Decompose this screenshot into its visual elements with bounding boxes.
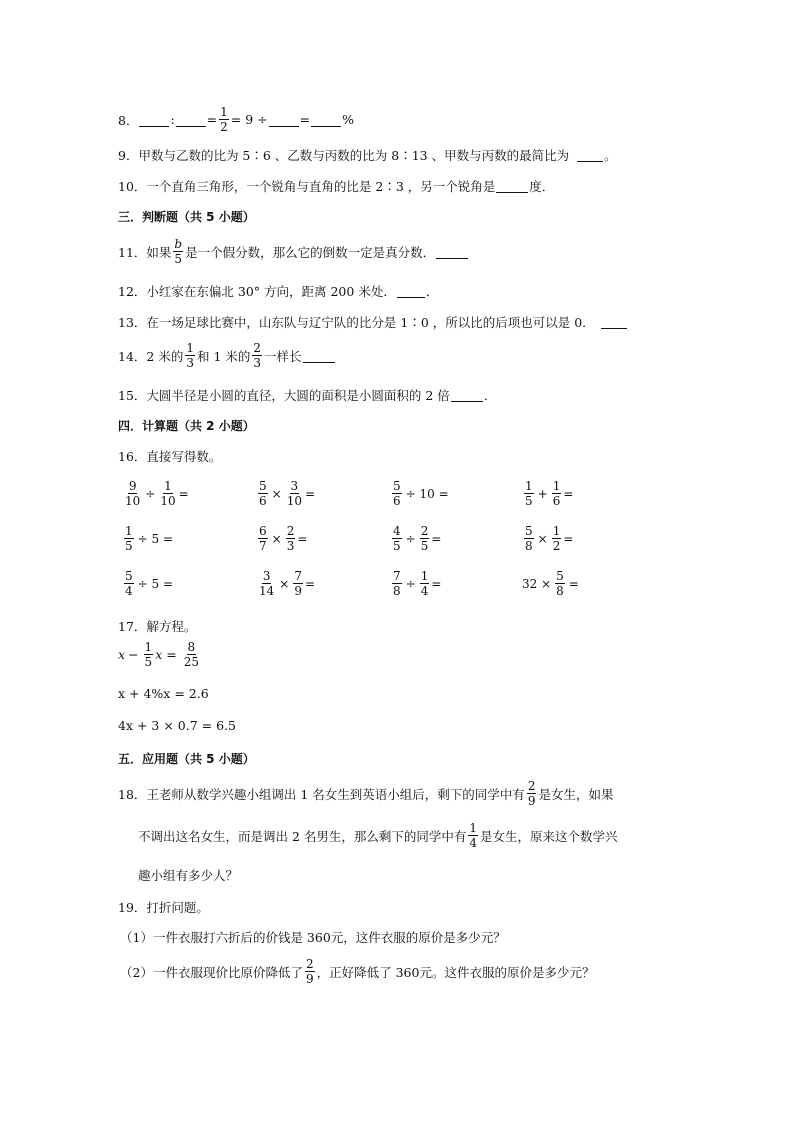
numerator: 2 [420,524,429,538]
question-16-title: 16．直接写得数。 [118,449,222,464]
fraction [124,525,134,552]
question-8 [118,106,354,133]
operator: × [271,486,282,501]
operator: × [537,531,548,546]
denominator: 8 [525,539,533,553]
question-15 [118,386,496,404]
colon: : [170,112,175,127]
numerator: 1 [164,479,172,493]
question-9 [118,146,617,164]
question-17-title: 17．解方程。 [118,619,197,634]
denominator: 10 [160,494,176,508]
denominator: 3 [286,539,295,553]
operator: ÷ [145,486,156,501]
calculation-item [256,570,315,597]
question-end: 。 [604,148,617,163]
operator: ÷ [405,576,416,591]
fraction: $\frac{1}{4}$ [469,821,478,850]
answer-blank[interactable] [303,349,335,363]
section-heading-3: 三．判断题（共 5 小题） [118,210,255,224]
operator: ÷ 10 = [405,486,449,501]
answer-blank[interactable] [577,148,603,162]
question-text: 9．甲数与乙数的比为 5∶6 、乙数与丙数的比为 8∶13 、甲数与丙数的最简比为 [118,148,570,163]
equals: = [563,531,574,546]
fraction [293,570,303,597]
fraction [524,525,534,552]
question-11 [118,238,469,265]
calculation-item [522,480,573,507]
fraction [124,570,134,597]
numerator: 3 [262,569,271,583]
question-18-line-2: 不调出这名女生，而是调出 2 名男生，那么剩下的同学中有 $\frac{1}{4}$ 是女生，原来这个数学兴 [138,821,618,850]
fraction [159,480,176,507]
question-end: ． [425,284,439,299]
fraction [258,570,275,597]
fraction: $\frac{1}{2}$ [220,105,228,134]
question-19-part-2: （2）一件衣服现价比原价降低了 $\frac{2}{9}$ ，正好降低了 360元。这件衣服的原价是多少元？ [120,957,595,986]
fraction [420,570,430,597]
denominator: 5 [420,539,429,553]
question-18-line-1: 18．王老师从数学兴趣小组调出 1 名女生到英语小组后，剩下的同学中有 $\frac{2}{9}$ 是女生，如果 [118,779,614,808]
calculation-item [390,570,441,597]
calculation-item [522,525,573,552]
question-10 [118,177,554,195]
answer-blank[interactable] [176,113,206,127]
numerator: 1 [420,569,429,583]
division-text: = 9 ÷ [230,112,268,127]
numerator: 1 [125,524,133,538]
section-heading-5: 五．应用题（共 5 小题） [118,752,255,766]
fraction [286,525,296,552]
numerator: 9 [128,479,137,493]
question-number: 8． [118,112,139,128]
denominator: 6 [552,494,561,508]
fraction: $\frac{1}{5}$ [144,640,153,669]
fraction [124,480,141,507]
numerator: 5 [259,479,267,493]
answer-blank[interactable] [436,245,468,259]
calculation-item [256,525,307,552]
denominator: 4 [420,584,429,598]
question-text: 一样长 [264,348,302,364]
fraction: $\frac{8}{25}$ [183,640,200,669]
question-text: 11．如果 [118,244,172,260]
equals: = [178,486,189,501]
equals: = [297,531,308,546]
denominator: 14 [259,584,275,598]
section-heading-4: 四．计算题（共 2 小题） [118,419,255,433]
calculation-item [122,480,189,507]
question-end: 度． [529,179,555,194]
numerator: 7 [393,569,401,583]
operator: × [271,531,282,546]
calculation-item [390,525,441,552]
denominator: 7 [259,539,267,553]
denominator: 8 [393,584,401,598]
question-19-part-1: （1）一件衣服打六折后的价钱是 360元，这件衣服的原价是多少元？ [120,930,506,945]
equation-1: x − $\frac{1}{5}$ x = $\frac{8}{25}$ [118,640,200,669]
fraction [392,570,402,597]
fraction: $\frac{2}{3}$ [253,341,262,370]
percent-sign: % [342,112,355,127]
answer-blank[interactable] [139,113,169,127]
question-text: 13．在一场足球比赛中，山东队与辽宁队的比分是 1∶0 ，所以比的后项也可以是 0． [118,315,595,330]
operator: ÷ [405,531,416,546]
answer-blank[interactable] [601,315,627,329]
numerator: 5 [525,524,533,538]
question-text: 和 1 米的 [196,348,251,364]
operator: × [279,576,290,591]
answer-blank[interactable] [269,113,299,127]
numerator: 5 [125,569,133,583]
equals: = [299,112,311,127]
fraction [286,480,303,507]
question-text: 14．2 米的 [118,348,184,364]
numerator: 1 [552,524,561,538]
answer-blank[interactable] [496,179,528,193]
denominator: 6 [259,494,267,508]
denominator: 2 [552,539,561,553]
fraction [392,525,402,552]
fraction [552,480,562,507]
numerator: 5 [556,569,564,583]
answer-blank[interactable] [397,284,425,298]
numerator: 6 [259,524,267,538]
fraction [392,480,402,507]
fraction [552,525,562,552]
numerator: 3 [290,479,299,493]
question-14 [118,342,336,369]
operator: ÷ 5 = [137,531,174,546]
denominator: 5 [125,539,133,553]
fraction [258,480,268,507]
fraction [524,480,534,507]
fraction: $\frac{b}{5}$ [174,237,183,266]
question-text: 15．大圆半径是小圆的直径，大圆的面积是小圆面积的 2 倍 [118,388,450,403]
fraction: $\frac{2}{9}$ [305,957,314,986]
operator: = [568,576,579,591]
numerator: 1 [552,479,561,493]
question-12 [118,282,438,300]
operator: + [537,486,548,501]
equals: = [431,576,442,591]
calculation-item [122,525,175,552]
answer-blank[interactable] [451,388,483,402]
question-18-line-3: 趣小组有多少人？ [138,868,239,883]
fraction [258,525,268,552]
question-19-title: 19．打折问题。 [118,900,209,915]
equation-2: x + 4%x = 2.6 [118,686,209,701]
equals: = [563,486,574,501]
question-13 [118,313,628,331]
denominator: 6 [393,494,401,508]
operator: ÷ 5 = [137,576,174,591]
equation-3: 4x + 3 × 0.7 = 6.5 [118,718,236,733]
numerator: 4 [393,524,401,538]
equals: = [304,486,316,501]
calculation-item [522,570,581,597]
question-text: 是一个假分数，那么它的倒数一定是真分数． [185,244,436,260]
answer-blank[interactable] [311,113,341,127]
fraction: $\frac{2}{9}$ [527,779,536,808]
fraction [420,525,430,552]
equals: = [206,112,218,127]
denominator: 5 [525,494,533,508]
denominator: 10 [286,494,302,508]
numerator: 7 [294,569,302,583]
numerator: 2 [286,524,295,538]
calculation-item [390,480,451,507]
fraction [555,570,565,597]
denominator: 5 [393,539,401,553]
numerator: 1 [525,479,533,493]
denominator: 4 [125,584,133,598]
calculation-item [122,570,175,597]
question-text: 12．小红家在东偏北 30° 方向，距离 200 米处． [118,284,396,299]
question-text: 10．一个直角三角形，一个锐角与直角的比是 2∶3 ，另一个锐角是 [118,179,496,194]
question-end: ． [483,388,497,403]
denominator: 8 [556,584,564,598]
equals: = [431,531,442,546]
fraction: $\frac{1}{3}$ [186,341,194,370]
calculation-item [256,480,315,507]
numerator: 5 [393,479,401,493]
equals: = [304,576,316,591]
denominator: 9 [294,584,302,598]
operand-text: 32 × [522,576,552,591]
denominator: 10 [125,494,141,508]
